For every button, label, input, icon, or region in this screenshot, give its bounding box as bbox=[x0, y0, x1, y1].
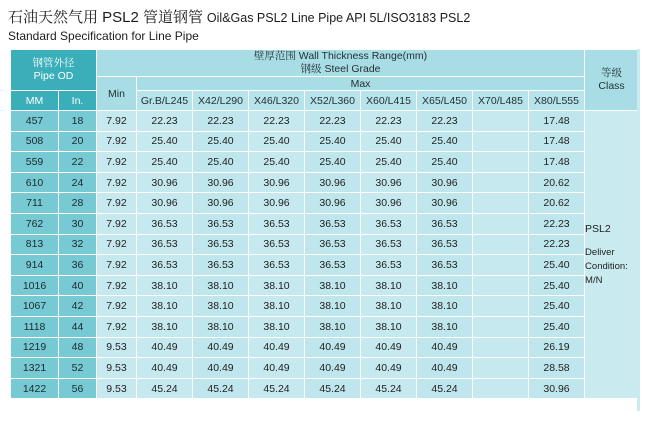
grade-header: X46/L320 bbox=[249, 91, 305, 111]
max-thickness-cell: 17.48 bbox=[529, 131, 585, 152]
od-in-cell: 48 bbox=[59, 337, 97, 358]
max-thickness-cell: 25.40 bbox=[529, 316, 585, 337]
max-thickness-cell: 25.40 bbox=[193, 131, 249, 152]
max-thickness-cell: 20.62 bbox=[529, 193, 585, 214]
table-row bbox=[11, 193, 639, 214]
min-thickness-cell: 7.92 bbox=[97, 255, 137, 276]
od-mm-cell: 813 bbox=[11, 234, 59, 255]
table-row bbox=[11, 213, 639, 234]
max-thickness-cell bbox=[473, 337, 529, 358]
max-thickness-cell: 38.10 bbox=[249, 296, 305, 317]
max-thickness-cell: 45.24 bbox=[417, 378, 473, 399]
max-thickness-cell: 36.53 bbox=[137, 213, 193, 234]
max-thickness-cell: 38.10 bbox=[305, 316, 361, 337]
max-thickness-cell: 38.10 bbox=[417, 296, 473, 317]
max-thickness-cell: 38.10 bbox=[305, 275, 361, 296]
max-thickness-cell bbox=[473, 358, 529, 379]
max-header: Max bbox=[137, 77, 585, 91]
max-thickness-cell: 30.96 bbox=[193, 193, 249, 214]
od-in-cell: 42 bbox=[59, 296, 97, 317]
max-thickness-cell: 30.96 bbox=[137, 172, 193, 193]
max-thickness-cell bbox=[473, 213, 529, 234]
grade-header: X70/L485 bbox=[473, 91, 529, 111]
line-pipe-spec-table bbox=[10, 49, 639, 399]
table-row bbox=[11, 316, 639, 337]
od-mm-cell: 559 bbox=[11, 152, 59, 173]
od-mm-cell: 457 bbox=[11, 111, 59, 132]
od-in-cell: 32 bbox=[59, 234, 97, 255]
max-thickness-cell: 36.53 bbox=[305, 213, 361, 234]
table-row bbox=[11, 296, 639, 317]
max-thickness-cell: 38.10 bbox=[249, 275, 305, 296]
max-thickness-cell: 25.40 bbox=[249, 152, 305, 173]
min-thickness-cell: 7.92 bbox=[97, 213, 137, 234]
max-thickness-cell: 30.96 bbox=[305, 172, 361, 193]
page-title bbox=[8, 6, 470, 27]
max-thickness-cell: 22.23 bbox=[305, 111, 361, 132]
max-thickness-cell bbox=[473, 131, 529, 152]
max-thickness-cell: 22.23 bbox=[193, 111, 249, 132]
min-thickness-cell: 9.53 bbox=[97, 337, 137, 358]
class-en: Class bbox=[598, 80, 625, 92]
max-thickness-cell: 40.49 bbox=[249, 337, 305, 358]
max-thickness-cell bbox=[473, 275, 529, 296]
min-thickness-cell: 7.92 bbox=[97, 152, 137, 173]
max-thickness-cell: 30.96 bbox=[529, 378, 585, 399]
od-mm-cell: 508 bbox=[11, 131, 59, 152]
title-cn: 石油天然气用 PSL2 管道钢管 bbox=[8, 9, 204, 26]
max-thickness-cell: 36.53 bbox=[361, 213, 417, 234]
od-mm-cell: 711 bbox=[11, 193, 59, 214]
table-row bbox=[11, 378, 639, 399]
max-thickness-cell: 22.23 bbox=[137, 111, 193, 132]
max-thickness-cell: 36.53 bbox=[417, 234, 473, 255]
max-thickness-cell: 25.40 bbox=[305, 131, 361, 152]
pipe-od-cn: 钢管外径 bbox=[32, 57, 75, 69]
mm-header: MM bbox=[11, 91, 59, 111]
max-thickness-cell: 38.10 bbox=[361, 316, 417, 337]
od-mm-cell: 762 bbox=[11, 213, 59, 234]
max-thickness-cell bbox=[473, 193, 529, 214]
od-in-cell: 52 bbox=[59, 358, 97, 379]
max-thickness-cell bbox=[473, 296, 529, 317]
max-thickness-cell bbox=[473, 111, 529, 132]
min-thickness-cell: 7.92 bbox=[97, 193, 137, 214]
max-thickness-cell: 40.49 bbox=[137, 358, 193, 379]
max-thickness-cell: 25.40 bbox=[529, 296, 585, 317]
od-in-cell: 28 bbox=[59, 193, 97, 214]
max-thickness-cell: 40.49 bbox=[305, 337, 361, 358]
od-in-cell: 56 bbox=[59, 378, 97, 399]
table-row bbox=[11, 275, 639, 296]
max-thickness-cell: 36.53 bbox=[193, 255, 249, 276]
max-thickness-cell: 22.23 bbox=[361, 111, 417, 132]
max-thickness-cell: 22.23 bbox=[417, 111, 473, 132]
max-thickness-cell: 38.10 bbox=[361, 296, 417, 317]
max-thickness-cell: 40.49 bbox=[249, 358, 305, 379]
grade-header: X65/L450 bbox=[417, 91, 473, 111]
max-thickness-cell: 36.53 bbox=[361, 234, 417, 255]
max-thickness-cell: 30.96 bbox=[249, 172, 305, 193]
od-in-cell: 22 bbox=[59, 152, 97, 173]
max-thickness-cell: 25.40 bbox=[417, 131, 473, 152]
max-thickness-cell: 36.53 bbox=[361, 255, 417, 276]
od-mm-cell: 1067 bbox=[11, 296, 59, 317]
table-row bbox=[11, 234, 639, 255]
max-thickness-cell: 40.49 bbox=[417, 337, 473, 358]
max-thickness-cell: 25.40 bbox=[193, 152, 249, 173]
table-row bbox=[11, 152, 639, 173]
max-thickness-cell: 36.53 bbox=[305, 234, 361, 255]
title-en: Oil&Gas PSL2 Line Pipe API 5L/ISO3183 PSL2 bbox=[206, 11, 471, 25]
od-mm-cell: 1016 bbox=[11, 275, 59, 296]
od-in-cell: 44 bbox=[59, 316, 97, 337]
min-thickness-cell: 7.92 bbox=[97, 172, 137, 193]
grade-header: X80/L555 bbox=[529, 91, 585, 111]
min-thickness-cell: 7.92 bbox=[97, 131, 137, 152]
max-thickness-cell bbox=[473, 234, 529, 255]
wall-range-label: 壁厚范围 Wall Thickness Range(mm) bbox=[253, 50, 428, 62]
max-thickness-cell: 40.49 bbox=[305, 358, 361, 379]
min-header: Min bbox=[97, 77, 137, 111]
min-thickness-cell: 7.92 bbox=[97, 275, 137, 296]
max-thickness-cell: 40.49 bbox=[193, 358, 249, 379]
condition-label: Condition: bbox=[585, 260, 628, 272]
min-thickness-cell: 7.92 bbox=[97, 316, 137, 337]
max-thickness-cell: 38.10 bbox=[137, 296, 193, 317]
max-thickness-cell: 45.24 bbox=[361, 378, 417, 399]
table-row bbox=[11, 131, 639, 152]
max-thickness-cell: 25.40 bbox=[417, 152, 473, 173]
od-in-cell: 24 bbox=[59, 172, 97, 193]
pipe-od-header bbox=[11, 50, 97, 91]
max-thickness-cell: 17.48 bbox=[529, 111, 585, 132]
max-thickness-cell: 45.24 bbox=[305, 378, 361, 399]
max-thickness-cell bbox=[473, 152, 529, 173]
pipe-od-en: Pipe OD bbox=[33, 70, 74, 82]
min-thickness-cell: 7.92 bbox=[97, 111, 137, 132]
od-mm-cell: 610 bbox=[11, 172, 59, 193]
steel-grade-label: 钢级 Steel Grade bbox=[300, 63, 381, 75]
grade-header: Gr.B/L245 bbox=[137, 91, 193, 111]
condition-value: M/N bbox=[585, 274, 603, 286]
max-thickness-cell: 45.24 bbox=[137, 378, 193, 399]
max-thickness-cell: 28.58 bbox=[529, 358, 585, 379]
max-thickness-cell: 36.53 bbox=[417, 213, 473, 234]
max-thickness-cell: 40.49 bbox=[193, 337, 249, 358]
max-thickness-cell: 38.10 bbox=[193, 275, 249, 296]
max-thickness-cell: 22.23 bbox=[529, 234, 585, 255]
max-thickness-cell: 30.96 bbox=[417, 193, 473, 214]
deliver-label: Deliver bbox=[585, 246, 615, 258]
max-thickness-cell: 38.10 bbox=[137, 275, 193, 296]
max-thickness-cell: 22.23 bbox=[529, 213, 585, 234]
max-thickness-cell: 25.40 bbox=[249, 131, 305, 152]
class-header bbox=[585, 50, 639, 111]
max-thickness-cell: 25.40 bbox=[137, 131, 193, 152]
od-in-cell: 20 bbox=[59, 131, 97, 152]
od-in-cell: 36 bbox=[59, 255, 97, 276]
max-thickness-cell: 36.53 bbox=[193, 213, 249, 234]
max-thickness-cell: 25.40 bbox=[361, 152, 417, 173]
od-in-cell: 30 bbox=[59, 213, 97, 234]
grade-header: X60/L415 bbox=[361, 91, 417, 111]
max-thickness-cell: 36.53 bbox=[137, 255, 193, 276]
od-mm-cell: 1118 bbox=[11, 316, 59, 337]
max-thickness-cell: 36.53 bbox=[417, 255, 473, 276]
max-thickness-cell: 30.96 bbox=[361, 193, 417, 214]
max-thickness-cell: 40.49 bbox=[361, 358, 417, 379]
max-thickness-cell bbox=[473, 378, 529, 399]
od-in-cell: 40 bbox=[59, 275, 97, 296]
max-thickness-cell: 36.53 bbox=[193, 234, 249, 255]
table-row bbox=[11, 337, 639, 358]
max-thickness-cell: 38.10 bbox=[305, 296, 361, 317]
max-thickness-cell: 36.53 bbox=[305, 255, 361, 276]
max-thickness-cell: 45.24 bbox=[193, 378, 249, 399]
max-thickness-cell: 25.40 bbox=[529, 255, 585, 276]
max-thickness-cell: 40.49 bbox=[137, 337, 193, 358]
max-thickness-cell: 38.10 bbox=[361, 275, 417, 296]
max-thickness-cell bbox=[473, 172, 529, 193]
max-thickness-cell: 30.96 bbox=[193, 172, 249, 193]
max-thickness-cell: 20.62 bbox=[529, 172, 585, 193]
max-thickness-cell: 38.10 bbox=[137, 316, 193, 337]
max-thickness-cell: 40.49 bbox=[417, 358, 473, 379]
max-thickness-cell: 38.10 bbox=[193, 316, 249, 337]
max-thickness-cell bbox=[473, 255, 529, 276]
max-thickness-cell: 17.48 bbox=[529, 152, 585, 173]
max-thickness-cell: 36.53 bbox=[249, 234, 305, 255]
min-thickness-cell: 9.53 bbox=[97, 358, 137, 379]
od-mm-cell: 1219 bbox=[11, 337, 59, 358]
page-subtitle: Standard Specification for Line Pipe bbox=[8, 29, 199, 43]
max-thickness-cell: 22.23 bbox=[249, 111, 305, 132]
max-thickness-cell: 36.53 bbox=[249, 213, 305, 234]
max-thickness-cell: 30.96 bbox=[137, 193, 193, 214]
max-thickness-cell: 25.40 bbox=[137, 152, 193, 173]
max-thickness-cell: 38.10 bbox=[417, 316, 473, 337]
max-thickness-cell: 25.40 bbox=[361, 131, 417, 152]
table-row bbox=[11, 111, 639, 132]
max-thickness-cell: 38.10 bbox=[249, 316, 305, 337]
max-thickness-cell: 36.53 bbox=[249, 255, 305, 276]
max-thickness-cell: 38.10 bbox=[193, 296, 249, 317]
max-thickness-cell: 30.96 bbox=[305, 193, 361, 214]
class-cn: 等级 bbox=[601, 67, 623, 79]
max-thickness-cell: 30.96 bbox=[417, 172, 473, 193]
max-thickness-cell: 26.19 bbox=[529, 337, 585, 358]
od-mm-cell: 1422 bbox=[11, 378, 59, 399]
max-thickness-cell: 30.96 bbox=[361, 172, 417, 193]
od-mm-cell: 914 bbox=[11, 255, 59, 276]
max-thickness-cell: 40.49 bbox=[361, 337, 417, 358]
min-thickness-cell: 9.53 bbox=[97, 378, 137, 399]
wall-thickness-header bbox=[97, 50, 585, 77]
od-mm-cell: 1321 bbox=[11, 358, 59, 379]
max-thickness-cell: 30.96 bbox=[249, 193, 305, 214]
table-row bbox=[11, 255, 639, 276]
max-thickness-cell: 45.24 bbox=[249, 378, 305, 399]
grade-header: X42/L290 bbox=[193, 91, 249, 111]
min-thickness-cell: 7.92 bbox=[97, 296, 137, 317]
max-thickness-cell: 38.10 bbox=[417, 275, 473, 296]
spec-table-body bbox=[11, 111, 639, 399]
class-grade: PSL2 bbox=[585, 222, 611, 235]
max-thickness-cell: 25.40 bbox=[529, 275, 585, 296]
right-edge-stripe bbox=[637, 49, 640, 411]
max-thickness-cell bbox=[473, 316, 529, 337]
class-value-cell bbox=[585, 111, 639, 399]
min-thickness-cell: 7.92 bbox=[97, 234, 137, 255]
max-thickness-cell: 25.40 bbox=[305, 152, 361, 173]
grade-header: X52/L360 bbox=[305, 91, 361, 111]
in-header: In. bbox=[59, 91, 97, 111]
table-row bbox=[11, 172, 639, 193]
table-row bbox=[11, 358, 639, 379]
od-in-cell: 18 bbox=[59, 111, 97, 132]
max-thickness-cell: 36.53 bbox=[137, 234, 193, 255]
